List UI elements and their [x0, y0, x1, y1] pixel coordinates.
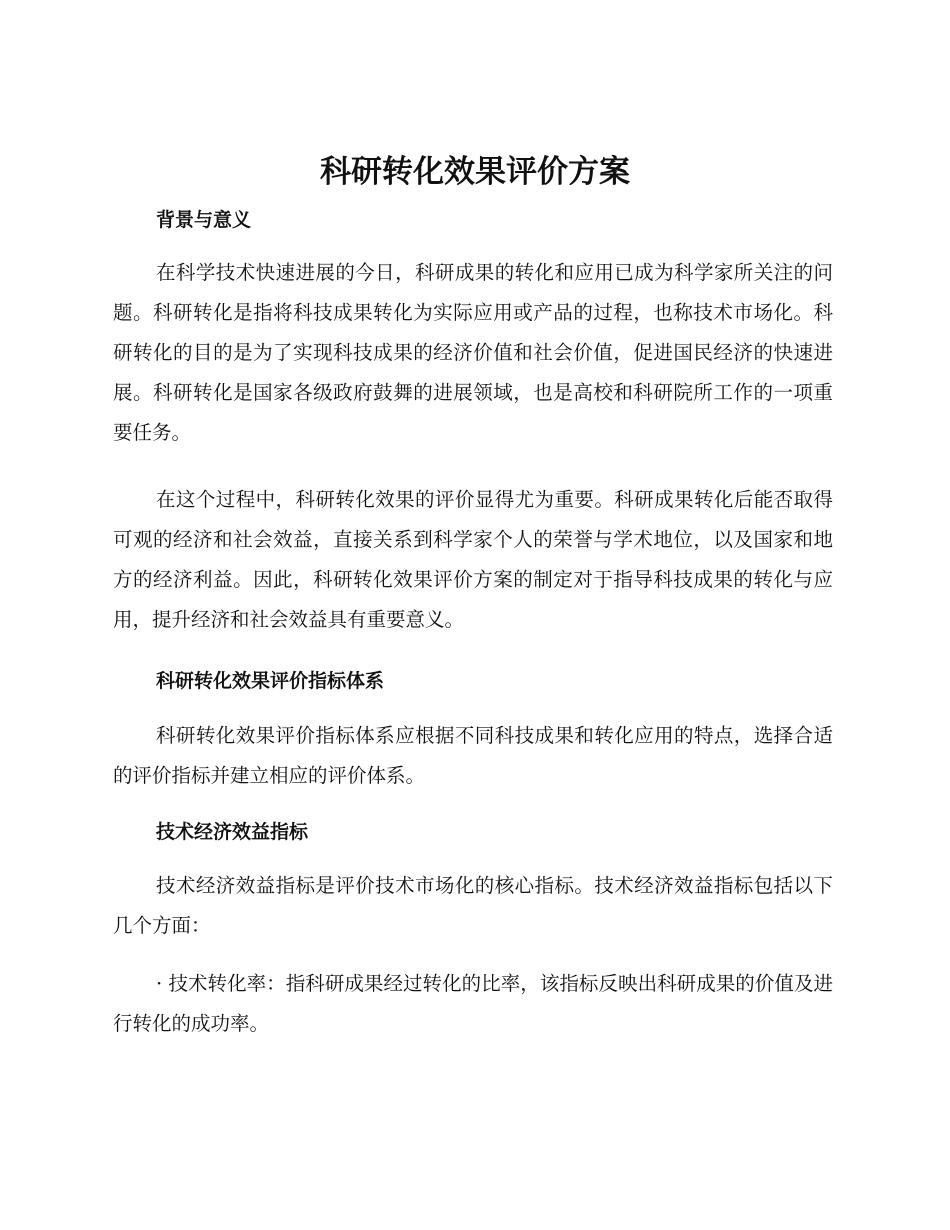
paragraph-tech-economic: 技术经济效益指标是评价技术市场化的核心指标。技术经济效益指标包括以下几个方面： — [113, 874, 833, 937]
section-heading-tech-economic: 技术经济效益指标 — [156, 821, 309, 843]
document-title: 科研转化效果评价方案 — [320, 154, 630, 190]
section-heading-indicator-system: 科研转化效果评价指标体系 — [156, 670, 385, 692]
list-item-tech-conversion-rate: · 技术转化率：指科研成果经过转化的比率，该指标反映出科研成果的价值及进行转化的成功率。 — [113, 972, 833, 1035]
paragraph-background-2: 在这个过程中，科研转化效果的评价显得尤为重要。科研成果转化后能否取得可观的经济和社会效益，直接关系到科学家个人的荣誉与学术地位，以及国家和地方的经济利益。因此，科研转化效果评价方案的制定对于指导科技成果的转化与应用，提升经济和社会效益具有重要意义。 — [113, 488, 833, 631]
paragraph-indicator-system: 科研转化效果评价指标体系应根据不同科技成果和转化应用的特点，选择合适的评价指标并建立相应的评价体系。 — [113, 724, 833, 787]
paragraph-background-1: 在科学技术快速进展的今日，科研成果的转化和应用已成为科学家所关注的问题。科研转化是指将科技成果转化为实际应用或产品的过程，也称技术市场化。科研转化的目的是为了实现科技成果的经济价值和社会价值，促进国民经济的快速进展。科研转化是国家各级政府鼓舞的进展领域，也是高校和科研院所工作的一项重要任务。 — [113, 261, 833, 444]
section-heading-background: 背景与意义 — [156, 209, 252, 231]
